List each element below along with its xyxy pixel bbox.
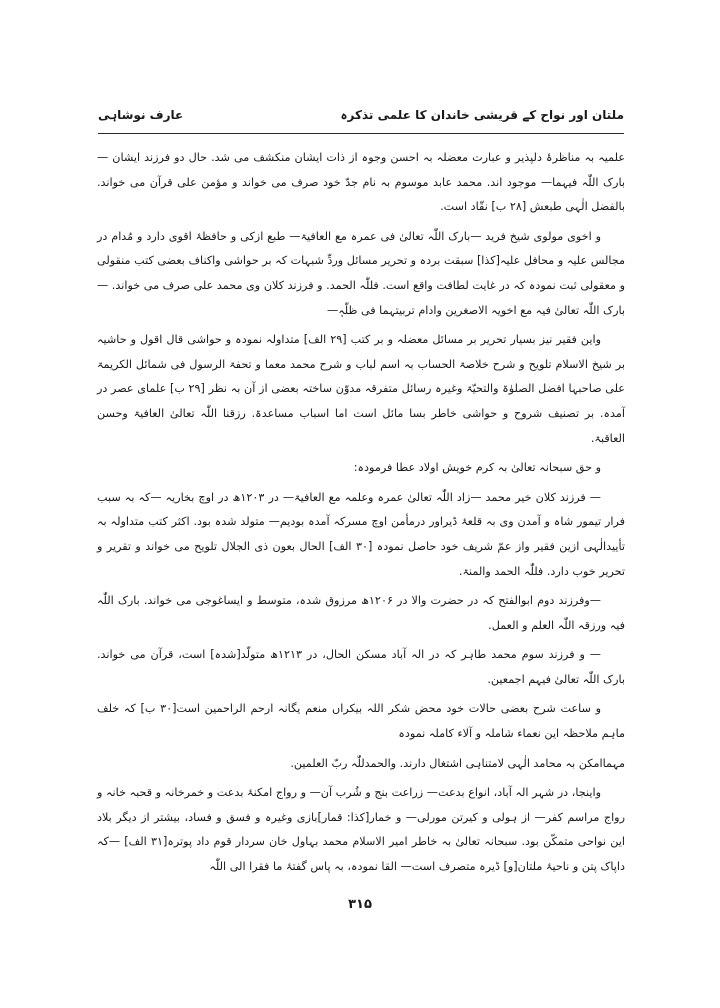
paragraph: واینجا، در شہر الہ آباد، انواع بدعت— زراعت بنج و شُرب آن— و رواج امکنۂ بدعت و خمرخانہ و قحبہ خانہ و رواج مراسم کفر— از ہولی و کیرتن مورلی— و خمار[کذا: قمار]بازی وغیرہ و فسق و فساد، بیشتر از دیگر بلاد این نواحی متمکّن بود. سبحانہ تعالیٰ بہ خاطر امیر الاسلام محمد بہاول خان سردار قوم داد پوترہ[۳۱ الف] —کہ داپاک پتن و ناحیۂ ملتان[و] ڈیرہ متصرف است— القا نمودہ، بہ پاس گفتۂ ما فقرا الی اللّٰہ [97,786,625,874]
running-header-title: ملتان اور نواح کے قریشی خاندان کا علمی تذکرہ [340,108,624,122]
header-rule [98,133,624,134]
page-number: ۳۱۵ [348,897,372,912]
paragraph: علمیہ بہ مناظرۂ دلپذیر و عبارت معضلہ بہ احسن وجوہ از ذات ایشان منکشف می شد. حال دو فرزند ایشان —بارک اللّٰہ فیہما— موجود اند. محمد عابد موسوم بہ نام جدّ خود صرف می خواند و مؤمن علی قرآن می خواند. بالفضل الٰہی طبعش [۲۸ ب] نقّاد است. [97,151,625,214]
paragraph: واین فقیر نیز بسیار تحریر بر مسائل معضلہ و بر کتب [۲۹ الف] متداولہ نمودہ و حواشی قال اقول و حاشیہ بر شیخ الاسلام تلویح و شرح خلاصۃ الحساب بہ اسم لباب و شرح محمد معما و تحفۃ الرسول فی شمائل الکریمۃ علی صاحبہا افضل الصلوٰۃ والتحیّۃ وغیرہ رسائل متفرقہ مدوّن ساختہ بعضی از آن بہ نظر [۲۹ ب] علمای عصر در آمدہ. بر تصنیف شروح و حواشی خاطر بسا مائل است اما اسباب مساعدۃ. رزقنا اللّٰہ تعالیٰ العافیۃ وحسن العاقبۃ. [97,333,625,445]
paragraph: و حق سبحانہ تعالیٰ بہ کرم خویش اولاد عطا فرمودہ: [353,461,601,475]
paragraph: — فرزند کلان خیر محمد —زاد اللّٰہ تعالیٰ عمرہ وعلمہ مع العافیۃ— در ۱۲۰۳ھ در اوچ بخاریہ —کہ بہ سبب فرار تیمور شاہ و آمدن وی بہ قلعۂ ڈیراور درمأمن اوچ مسرکہ آمدہ بودیم— متولد شدہ بود. اکثر کتب متداولہ بہ تأییدالٰہی ازین فقیر واز عمّ شریف خود حاصل نمودہ [۳۰ الف] الحال بعون ذی الجلال تلویح می خواند و تقریر و تحریر خوب دارد. فللّٰہ الحمد والمنۃ. [97,490,625,578]
paragraph: و اخوی مولوی شیخ فرید —بارک اللّٰہ تعالیٰ فی عمرہ مع العافیۃ— طبع ازکی و حافظۂ اقوی دارد و مُدام در مجالس علیہ و محافل علیہ[کذا] سبقت بردہ و تحریر مسائل وردِّ شبہات کہ بر حواشی واکناف بعضی کتب منقولی و معقولی ثبت نمودہ کہ در غایت لطافت واقع است. فللّٰہ الحمد. و فرزند کلان وی محمد علی صرف می خواند. —بارک اللّٰہ تعالیٰ فیہ مع اخویہ الاصغرین وادام تربیتہما فی ظلّہٖ— [97,229,625,317]
paragraph: — و فرزند سوم محمد طاہر کہ در الہ آباد مسکن الحال، در ۱۲۱۳ھ متولّد[شدہ] است، قرآن می خواند. بارک اللّٰہ تعالیٰ فیہم اجمعین. [97,648,625,686]
running-header [98,108,624,126]
paragraph: و ساعت شرح بعضی حالات خود محض شکر اللہ بیکراں منعم یگانہ ارحم الراحمین است[۳۰ ب] کہ خلف ماہم ملاحظہ این نعماء شاملہ و آلاء کاملہ نمودہ [97,702,625,741]
paragraph: مہماامکن بہ محامد الٰہی لامتناہی اشتغال دارند. والحمدللّٰہ ربّ العلمین. [290,756,625,770]
running-header-author: عارف نوشاہی [98,108,184,122]
body-text [97,146,625,885]
paragraph: —وفرزند دوم ابوالفتح کہ در حضرت والا در ۱۲۰۶ھ مرزوق شدہ، متوسط و ایساغوجی می خواند. بارک اللّٰہ فیہ ورزقہ اللّٰہ العلم و العمل. [97,594,625,632]
